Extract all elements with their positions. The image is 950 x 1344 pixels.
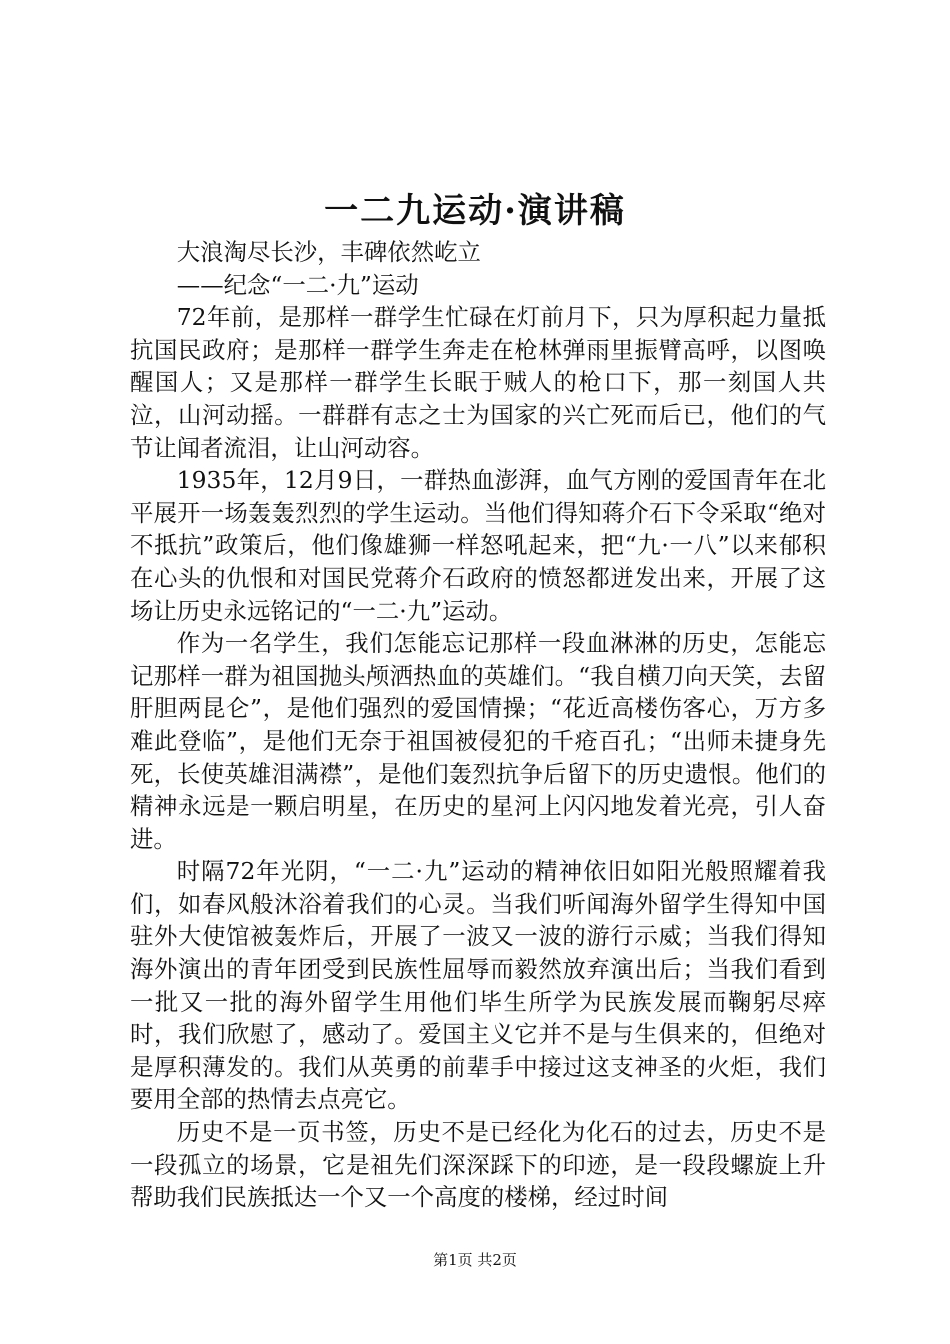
paragraph: 72年前，是那样一群学生忙碌在灯前月下，只为厚积起力量抵抗国民政府；是那样一群学生奔走在枪林弹雨里振臂高呼，以图唤醒国人；又是那样一群学生长眠于贼人的枪口下，那一刻国人共泣，山河动摇。一群群有志之士为国家的兴亡死而后已，他们的气节让闻者流泪，让山河动容。 (130, 303, 826, 462)
paragraph: 历史不是一页书签，历史不是已经化为化石的过去，历史不是一段孤立的场景，它是祖先们深深踩下的印迹，是一段段螺旋上升帮助我们民族抵达一个又一个高度的楼梯，经过时间 (130, 1118, 826, 1212)
paragraph: 作为一名学生，我们怎能忘记那样一段血淋淋的历史，怎能忘记那样一群为祖国抛头颅洒热血的英雄们。“我自横刀向天笑，去留肝胆两昆仑”，是他们强烈的爱国情操；“花近高楼伤客心，万方多难此登临”，是他们无奈于祖国被侵犯的千疮百孔；“出师未捷身先死，长使英雄泪满襟”，是他们轰烈抗争后留下的历史遗恨。他们的精神永远是一颗启明星，在历史的星河上闪闪地发着光亮，引人奋进。 (130, 629, 826, 853)
subtitle-line-2: ——纪念“一二·九”运动 (176, 270, 419, 299)
subtitle-line-1: 大浪淘尽长沙，丰碑依然屹立 (176, 238, 481, 266)
document-title: 一二九运动·演讲稿 (324, 191, 626, 231)
document-body (130, 236, 826, 1214)
paragraph: 时隔72年光阴，“一二·九”运动的精神依旧如阳光般照耀着我们，如春风般沐浴着我们的心灵。当我们听闻海外留学生得知中国驻外大使馆被轰炸后，开展了一波又一波的游行示威；当我们得知海外演出的青年团受到民族性屈辱而毅然放弃演出后；当我们看到一批又一批的海外留学生用他们毕生所学为民族发展而鞠躬尽瘁时，我们欣慰了，感动了。爱国主义它并不是与生俱来的，但绝对是厚积薄发的。我们从英勇的前辈手中接过这支神圣的火炬，我们要用全部的热情去点亮它。 (130, 857, 826, 1114)
page-number-footer: 第1页 共2页 (433, 1251, 517, 1269)
paragraph: 1935年，12月9日，一群热血澎湃，血气方刚的爱国青年在北平展开一场轰轰烈烈的学生运动。当他们得知蒋介石下令采取“绝对不抵抗”政策后，他们像雄狮一样怒吼起来，把“九·一八”以来郁积在心头的仇恨和对国民党蒋介石政府的愤怒都迸发出来，开展了这场让历史永远铭记的“一二·九”运动。 (130, 466, 826, 625)
